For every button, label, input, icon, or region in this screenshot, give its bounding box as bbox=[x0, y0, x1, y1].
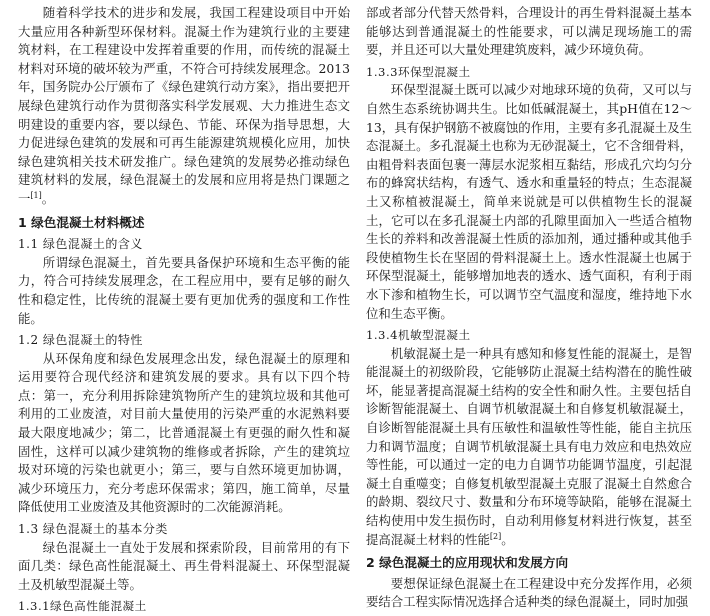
section-1-3-4-end: 。 bbox=[501, 531, 514, 547]
section-1-3-1-heading: 1.3.1绿色高性能混凝土 bbox=[18, 599, 147, 614]
right-column bbox=[366, 4, 692, 612]
section-1-2-paragraph: 从环保角度和绿色发展理念出发，绿色混凝土的原理和运用要符合现代经济和建筑发展的要求。具有以下四个特点：第一，充分利用拆除建筑物所产生的建筑垃圾和其他可利用的工业废渣，对目前大量使用的污染严重的水泥熟料要最大限度地减少；第二，比普通混凝土有更强的耐久性和凝固性，这样可以减少建筑物的维修或者拆除，产生的建筑垃圾对环境的污染也就更小；第三，要与自然环境更加协调，减少环境压力，充分考虑环保需求；第四，施工简单，尽量降低使用工业废渣及其他资源时的二次能源消耗。 bbox=[18, 350, 350, 515]
section-1-3-4-text: 机敏混凝土是一种具有感知和修复性能的混凝土，是智能混凝土的初级阶段，它能够防止混凝土结构潜在的脆性破坏，能显著提高混凝土结构的安全性和耐久性。主要包括自诊断智能混凝土、自调节机敏混凝土和自修复机敏混凝土，自诊断智能混凝土具有压敏性和温敏性等性能，能自主抗压力和调节温度；自调节机敏混凝土具有电力效应和电热效应等性能，可以通过一定的电力自调节功能调节温度，引起混凝土自重噬变；自修复机敏型混凝土克服了混凝土自然愈合的龄期、裂纹尺寸、数量和分布环境等缺陷，能够在混凝土结构使用中发生损伤时，自动利用修复材料进行恢复，甚至提高混凝土材料的性能 bbox=[366, 345, 692, 547]
section-1-1-paragraph: 所谓绿色混凝土，首先要具备保护环境和生态平衡的能力，符合可持续发展理念，在工程应用中，要有足够的耐久性和稳定性，比传统的混凝土要有更加优秀的强度和工作性能。 bbox=[18, 254, 350, 326]
citation-1: [1] bbox=[30, 190, 42, 200]
section-1-1-heading: 1.1 绿色混凝土的含义 bbox=[18, 237, 143, 252]
section-1-3-heading: 1.3 绿色混凝土的基本分类 bbox=[18, 522, 168, 537]
section-1-3-4-paragraph bbox=[366, 345, 692, 550]
intro-paragraph bbox=[18, 4, 350, 209]
section-1-3-3-heading: 1.3.3环保型混凝土 bbox=[366, 64, 471, 79]
section-2-paragraph: 要想保证绿色混凝土在工程建设中充分发挥作用，必须要结合工程实际情况选择合适种类的绿色混凝土，同时加强 bbox=[366, 575, 692, 610]
section-2-heading: 2 绿色混凝土的应用现状和发展方向 bbox=[366, 555, 569, 571]
section-1-heading: 1 绿色混凝土材料概述 bbox=[18, 214, 145, 230]
citation-2: [2] bbox=[489, 531, 502, 541]
intro-end: 。 bbox=[41, 190, 55, 206]
intro-text: 随着科学技术的进步和发展，我国工程建设项目中开始大量应用各种新型环保材料。混凝土作为建筑行业的主要建筑材料，在工程建设中发挥着重要的作用，而传统的混凝土材料对环境的破坏较为严重，不符合可持续发展理念。2013年，国务院办公厅颁布了《绿色建筑行动方案》，指出要把开展绿色建筑行动作为贯彻落实科学发展观、大力推进生态文明建设的重要内容，要以绿色、节能、环保为指导思想，大力促进绿色建筑的发展和可再生能源建筑规模化应用，加快绿色建筑相关技术研发推广。绿色建筑的发展势必推动绿色建筑材料的发展，绿色混凝土的发展和应用将是热门课题之一 bbox=[18, 5, 350, 206]
section-1-3-4-heading: 1.3.4机敏型混凝土 bbox=[366, 328, 471, 343]
left-column bbox=[18, 4, 350, 616]
section-1-3-paragraph: 绿色混凝土一直处于发展和探索阶段，目前常用的有下面几类：绿色高性能混凝土、再生骨料混凝土、环保型混凝土及机敏型混凝土等。 bbox=[18, 539, 350, 592]
section-1-2-heading: 1.2 绿色混凝土的特性 bbox=[18, 333, 143, 348]
section-1-3-3-paragraph: 环保型混凝土既可以减少对地球环境的负荷，又可以与自然生态系统协调共生。比如低碱混凝土，其pH值在12～13，具有保护钢筋不被腐蚀的作用，主要有多孔混凝土及生态混凝土。多孔混凝土也称为无砂混凝土，它不含细骨料，由粗骨料表面包裹一薄层水泥浆相互黏结，形成孔穴均匀分布的蜂窝状结构，有透气、透水和重量轻的特点；生态混凝土又称植被混凝土，简单来说就是可以供植物生长的混凝土，它可以在多孔混凝土内部的孔隙里面加入一些适合植物生长的养料和改善混凝土性质的添加剂，通过播种或其他手段使植物生长在坚固的骨料混凝土上。透水性混凝土也属于环保型混凝土，能够增加地表的透水、透气面积，有利于雨水下渗和植物生长，可以调节空气温度和湿度，维持地下水位和生态平衡。 bbox=[366, 82, 692, 321]
continued-paragraph: 部或者部分代替天然骨料，合理设计的再生骨料混凝土基本能够达到普通混凝土的性能要求，可以满足现场施工的需要，并且还可以大量处理建筑废料，减少环境负荷。 bbox=[366, 5, 692, 58]
